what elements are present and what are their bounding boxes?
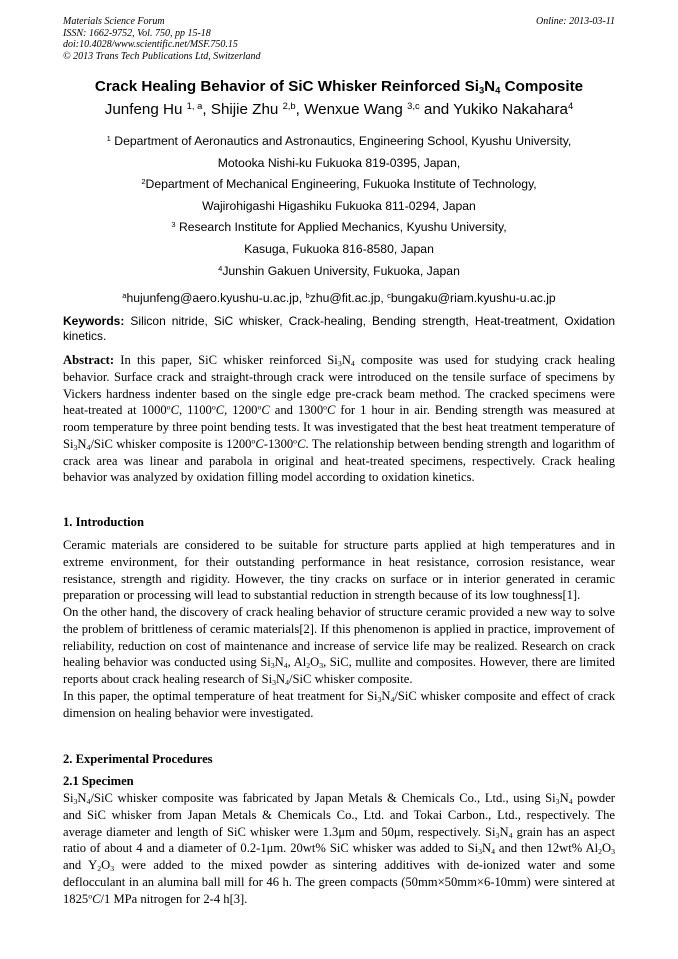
affiliation-line: Motooka Nishi-ku Fukuoka 819-0395, Japan,: [217, 155, 461, 170]
subsection-heading: 2.1 Specimen: [63, 774, 134, 788]
issn-line: ISSN: 1662-9752, Vol. 750, pp 15-18: [63, 27, 211, 39]
journal-header: [63, 16, 615, 62]
affiliation-line: $^2$Department of Mechanical Engineering, Fukuoka Institute of Technology,: [141, 177, 537, 192]
copyright-line: © 2013 Trans Tech Publications Ltd, Switzerland: [63, 50, 261, 62]
author-name: , Shijie Zhu: [202, 101, 283, 118]
author-name: , Wenxue Wang: [295, 101, 408, 118]
paragraph: Ceramic materials are considered to be suitable for structure parts applied at high temperatures and in extreme environment, for their outstanding performance in heat resistance, corrosion resistance, wear resistance, strength and rigidity. However, the tiny cracks on surface or in interior generated in ceramic preparation or processing will lead to substantial reduction in strength because of its low toughness[1].: [63, 538, 615, 603]
affiliation-line: $^1$ Department of Aeronautics and Astronautics, Engineering School, Kyushu University,: [106, 133, 572, 148]
abstract: Abstract: In this paper, SiC whisker reinforced $Si_3N_4$ composite was used for studying crack healing behavior. Surface crack and straight-through crack were introduced on the tensile surface of specimens by Vickers hardness indenter based on the single edge pre-crack beam method. The cracked specimens were heat-treated at 1000$^o$C, 1100$^o$C, 1200$^o$C and 1300$^o$C for 1 hour in air. Bending strength was measured at room temperature by three point bending tests. It was investigated that the best heat treatment temperature of $Si_3N_4$/SiC whisker composite is 1200$^o$C-1300$^o$C. The relationship between bending strength and logarithm of crack area was linear and parabola in original and heat-treated specimens, respectively. Crack healing behavior was analyzed by oxidation filling model according to oxidation kinetics.: [63, 353, 616, 485]
affiliation-line: $^4$Junshin Gakuen University, Fukuoka, Japan: [218, 263, 460, 278]
author-name: Junfeng Hu: [104, 101, 187, 118]
keywords-text: Silicon nitride, SiC whisker, Crack-healing, Bending strength, Heat-treatment, Oxidation kinetics.: [63, 314, 615, 344]
keywords-label: Keywords:: [63, 314, 125, 328]
affiliations: [0, 131, 678, 310]
affiliation-line: Kasuga, Fukuoka 816-8580, Japan: [244, 241, 434, 256]
specimen-body: [63, 790, 615, 907]
keywords: [63, 314, 615, 345]
affiliation-line: $^3$ Research Institute for Applied Mechanics, Kyushu University,: [171, 220, 507, 235]
paper-title: Crack Healing Behavior of SiC Whisker Reinforced $Si_3N_4$ Composite: [94, 78, 584, 96]
online-date: Online: 2013-03-11: [536, 16, 615, 27]
section-heading: 1. Introduction: [63, 515, 144, 529]
introduction-body: [63, 537, 615, 721]
affiliation-line: Wajirohigashi Higashiku Fukuoka 811-0294, Japan: [202, 198, 476, 213]
author-name: and Yukiko Nakahara: [419, 101, 568, 118]
section-heading: 2. Experimental Procedures: [63, 752, 213, 766]
email-link[interactable]: hujunfeng@aero.kyushu-u.ac.jp,: [126, 291, 306, 306]
author-emails: $^a$hujunfeng@aero.kyushu-u.ac.jp, $^b$zhu@fit.ac.jp, $^c$bungaku@riam.kyushu-u.ac.jp: [122, 291, 556, 306]
author-list: Junfeng Hu $^{1, a}$, Shijie Zhu $^{2,b}$, Wenxue Wang $^{3,c}$ and Yukiko Nakahara$^4$: [104, 99, 574, 118]
journal-name: Materials Science Forum: [63, 16, 165, 27]
paragraph: $Si_3N_4$/SiC whisker composite was fabricated by Japan Metals & Chemicals Co., Ltd., using $Si_3N_4$ powder and SiC whisker from Japan Metals & Chemicals Co., Ltd. and Tokai Carbon., Ltd., respectively. The average diameter and length of SiC whisker were 1.3μm and 50μm, respectively. $Si_3N_4$ grain has an aspect ratio of about 4 and a diameter of 0.2-1μm. 20wt% SiC whisker was added to $Si_3N_4$ and then 12wt% $Al_2O_3$ and $Y_2O_3$ were added to the mixed powder as sintering additives with de-ionized water and some deflocculant in an alumina ball mill for 46 h. The green compacts (50mm×50mm×6-10mm) were sintered at 1825$^o$C/1 MPa nitrogen for 2-4 h[3].: [63, 791, 615, 906]
abstract-label: Abstract:: [63, 353, 115, 367]
email-link[interactable]: zhu@fit.ac.jp,: [309, 291, 388, 306]
doi-line: doi:10.4028/www.scientific.net/MSF.750.15: [63, 39, 238, 51]
paragraph: On the other hand, the discovery of crack healing behavior of structure ceramic provided a new way to solve the problem of brittleness of ceramic materials[2]. If this phenomenon is applied in practice, improvement of reliability, reduction on cost of maintenance and increase of service life may be realized. Research on crack healing behavior was conducted using $Si_3N_4$, $Al_2O_3$, SiC, mullite and composites. However, there are limited reports about crack healing research of $Si_3N_4$/SiC whisker composite.: [63, 605, 615, 687]
paragraph: In this paper, the optimal temperature of heat treatment for $Si_3N_4$/SiC whisker composite and effect of crack dimension on healing behavior were investigated.: [63, 688, 615, 720]
email-link[interactable]: bungaku@riam.kyushu-u.ac.jp: [390, 291, 556, 306]
